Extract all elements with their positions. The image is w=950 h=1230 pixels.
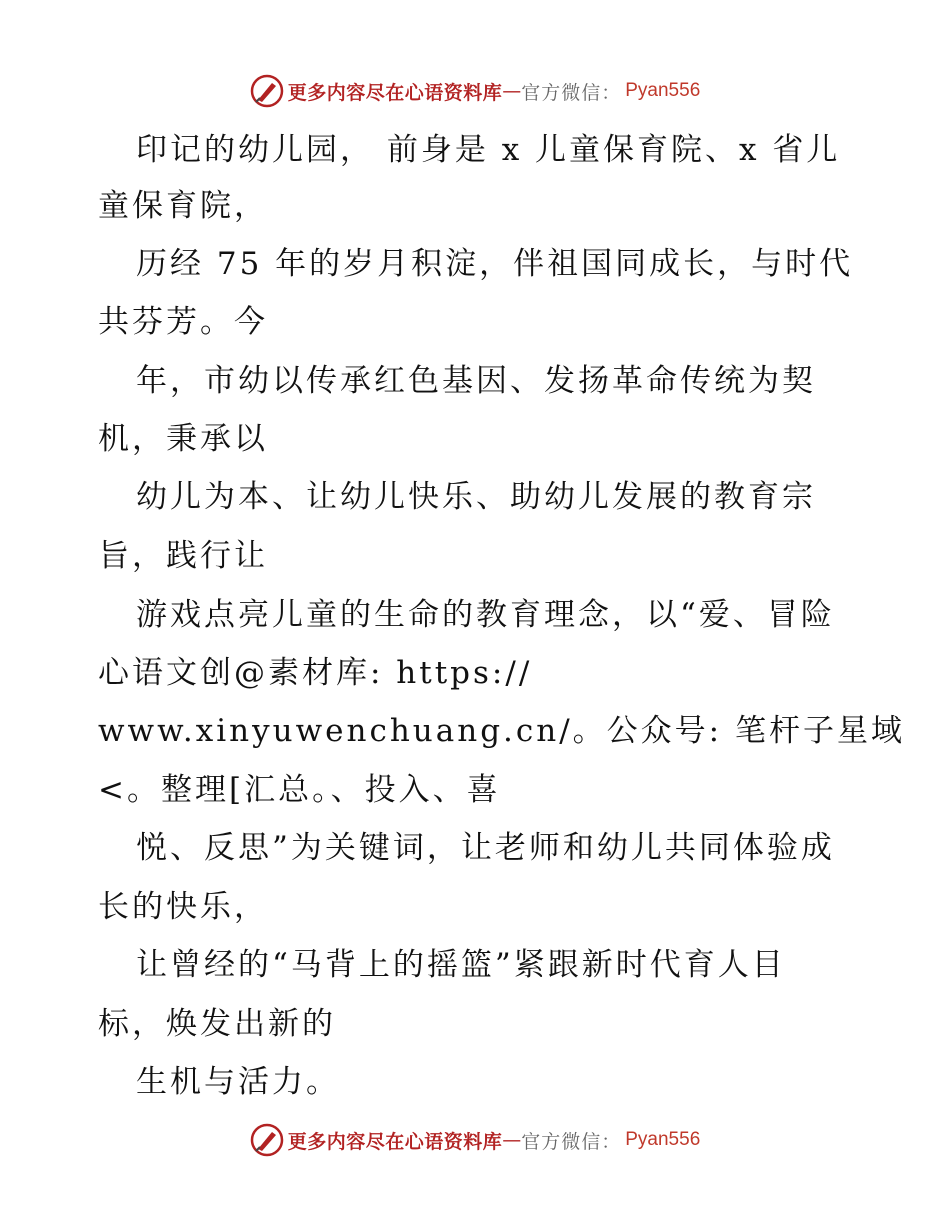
text-line: 标，焕发出新的 (98, 1006, 336, 1042)
text-line: 共芬芳。今 (98, 304, 268, 340)
footer-watermark (0, 1120, 950, 1160)
text-line: 游戏点亮儿童的生命的教育理念，以“爱、冒险 (136, 597, 835, 633)
text-line: 印记的幼儿园， 前身是 x 儿童保育院、x 省儿 (136, 132, 841, 168)
text-line: 心语文创@素材库: https:// (98, 655, 533, 691)
text-line: www.xinyuwenchuang.cn/。公众号: 笔杆子星域 (98, 713, 905, 749)
watermark-dash: — (502, 1129, 522, 1151)
text-line: 幼儿为本、让幼儿快乐、助幼儿发展的教育宗 (136, 479, 816, 515)
header-watermark (0, 71, 950, 111)
text-line: 童保育院， (98, 188, 268, 224)
text-line: <。整理[汇总。、投入、喜 (98, 772, 501, 808)
text-line: 长的快乐， (98, 889, 268, 925)
text-line: 年，市幼以传承红色基因、发扬革命传统为契 (136, 363, 816, 399)
quill-logo-icon (250, 74, 284, 108)
watermark-wechat-label: 官方微信： (521, 1130, 622, 1153)
watermark-wechat-id: Pyan556 (625, 1129, 701, 1150)
watermark-main-text: 更多内容尽在心语资料库 (287, 1130, 503, 1153)
watermark-wechat-label: 官方微信： (521, 81, 622, 104)
text-line: 旨，践行让 (98, 538, 268, 574)
watermark-main-text: 更多内容尽在心语资料库 (287, 81, 503, 104)
text-line: 历经 75 年的岁月积淀，伴祖国同成长，与时代 (136, 246, 854, 282)
quill-logo-icon (250, 1123, 284, 1157)
text-line: 机，秉承以 (98, 421, 268, 457)
text-line: 让曾经的“马背上的摇篮”紧跟新时代育人目 (136, 947, 786, 983)
watermark-wechat-id: Pyan556 (625, 80, 701, 101)
text-line: 悦、反思”为关键词，让老师和幼儿共同体验成 (136, 830, 835, 866)
watermark-dash: — (502, 80, 522, 102)
text-line: 生机与活力。 (136, 1064, 340, 1100)
